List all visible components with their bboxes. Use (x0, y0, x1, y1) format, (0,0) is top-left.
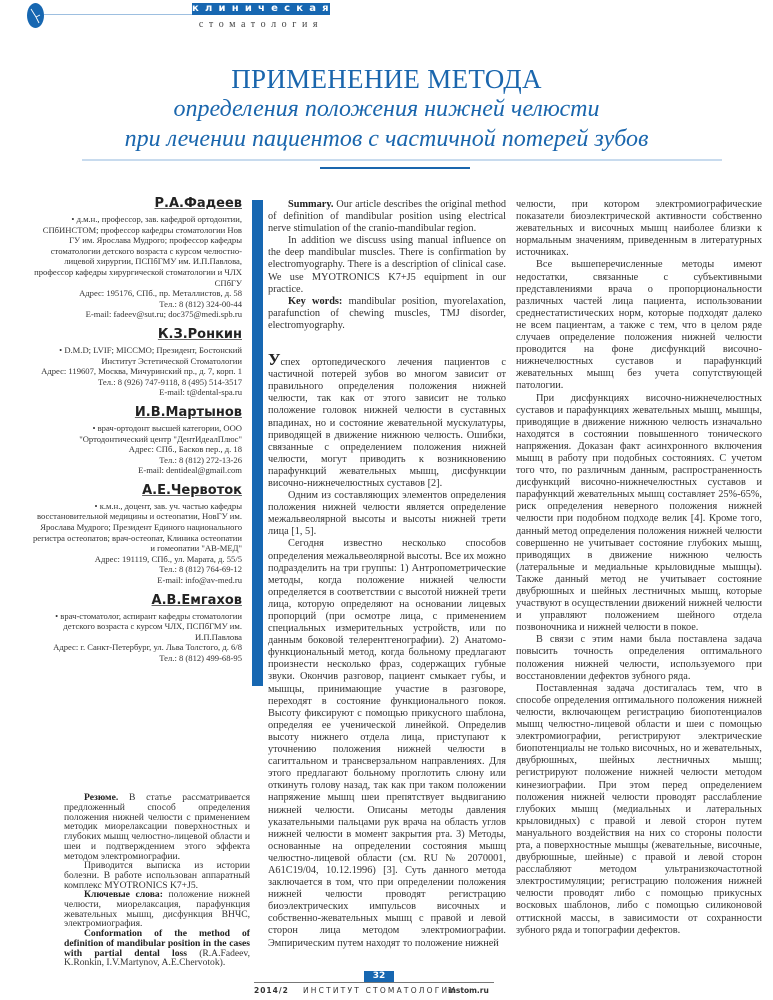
title-divider (82, 159, 722, 161)
decorative-blue-bar (252, 200, 263, 686)
body-paragraph: Сегодня известно несколько способов определения межальвеолярной высоты. Все их можно подразделить на три группы: 1) Антропометрические методы, когда положение нижней челюсти определяется в соответствии с высотой нижней трети лица, которую определяют на основании лицевых пропорций (при осмотре лица, с применением специальных измерительных устройств, или по данным боковой телерентгенографии). 2) Анатомо-функциональный метод, когда больному предлагают произнести несколько фраз, содержащих губные звуки. Окончив разговор, пациент смыкает губы, и мышцы, принимающие участие в разговоре, переходят в состояние функционального покоя. Высоту фиксируют с помощью прикусного шаблона, определяя ее ученической линейкой. Определив высоту нижнего отдела лица, приступают к уточнению положения нижней челюсти в сагиттальном и трансверзальном направлениях. Для этого предлагают больному проглотить слюну или откинуть голову назад, так как при таком положении напряжение мышц шеи препятствует выдвиганию нижней челюсти. Описаны методы давления указательными пальцами рук врача на область углов нижней челюсти в момент закрытия рта. 3) Методы, основанные на определении состояния мышц челюстно-лицевой области (см. RU № 2070001, A61C19/04, 10.12.1996) [3]. Суть данного метода заключается в том, что при определении положения нижней челюсти проводят регистрацию биоэлектрических импульсов височных и собственно-жевательных мышц с правой и левой сторон лица методом электромиографии. Эмпирическим путем находят то положение нижней (268, 538, 506, 949)
body-paragraph: Поставленная задача достигалась тем, что в способе определения оптимального положения нижней челюсти, включающем регистрацию биопотенциалов мышц челюстно-лицевой области и шеи с помощью электромиографии, регистрируют электрические биопотенциалы не только височных, но и жевательных, двубрюшных, шейных лестничных мышц; регистрируют положение нижней челюсти методом кинезиографии. При этом перед определением положения нижней челюсти проводят расслабление глубоких мышц (медиальных и латеральных крыловидных) с правой и левой сторон путем мануального воздействия на них со стороны полости рта, а поверхностные мышцы (жевательные, височные, двубрюшные, шейные) с правой и левой сторон расслабляют методом ультранизкочастотной электростимуляции; регистрацию положения нижней челюсти проводят либо с помощью прикусных восковых шаблонов, либо с помощью силиконовой оттискной массы, в зависимости от сохранности зубного ряда и топографии дефектов. (516, 682, 762, 936)
summary-paragraph: In addition we discuss using manual influence on the deep mandibular muscles. There is confirmation by electromyography. There is a description of clinical case. We use MYOTRONICS K7+J5 equipment in our practice. (268, 235, 506, 295)
article-title: ПРИМЕНЕНИЕ МЕТОДА (231, 64, 542, 94)
author-card (30, 483, 242, 586)
author-email[interactable]: E-mail: dentideal@gmail.com (138, 465, 242, 476)
author-affiliation: • к.м.н., доцент, зав. уч. частью кафедры восстановительной медицины и остеопатии, НовГУ им. Ярослава Мудрого; Президент Единого национального регистра остеопатов; врач-остеопат, Клиника остеопатии и гомеопатии "АВ-МЕД" (32, 500, 242, 554)
author-name: Р.А.Фадеев (154, 196, 242, 211)
author-name: К.З.Ронкин (157, 326, 242, 342)
middle-column (268, 199, 506, 950)
body-paragraph: спех ортопедического лечения пациентов с частичной потерей зубов во многом зависит от правильного определения положения нижней челюсти, так как от этого зависит не только положение головок нижней челюсти в суставных впадинах, но и состояние жевательной мускулатуры, приводящей в движение нижнюю челюсть. Ошибки, связанные с определением положения нижней челюсти, могут приводить к возникновению парафункций жевательных мышц, дисфункции височно-нижнечелюстных суставов [2]. (268, 357, 506, 489)
body-paragraph: В связи с этим нами была поставлена задача повысить точность определения оптимального положения нижней челюсти, используемого при восстановлении дефектов зубного ряда. (516, 634, 762, 682)
summary-keywords-label: Key words: (288, 295, 343, 307)
article-subtitle-line1: определения положения нижней челюсти (173, 96, 600, 122)
authors-block (30, 196, 242, 671)
author-email[interactable]: E-mail: fadeev@sut.ru; doc375@medi.spb.ru (85, 309, 242, 320)
author-address: Адрес: 195176, СПб., пр. Металлистов, д. 58 (79, 288, 242, 299)
resume-column (64, 793, 250, 968)
summary-label: Summary. (288, 199, 334, 210)
author-affiliation: • д.м.н., профессор, зав. кафедрой ортодонтии, СПбИНСТОМ; профессор кафедры стоматологии Нов ГУ им. Ярослава Мудрого; профессор кафедры стоматологии детского возраста с курсом челюстно-лицевой хирургии, ПСПбГМУ им. И.П.Павлова, профессор кафедры хирургической стоматологии и ЧЛХ СПбГУ (34, 214, 242, 288)
body-paragraph: Одним из составляющих элементов определения положения нижней челюсти является определение межальвеолярной высоты и высоты нижней трети лица [1, 5]. (268, 490, 506, 538)
section-subrubric: стоматология (198, 19, 324, 30)
tooth-logo-icon (27, 3, 44, 28)
author-card (30, 593, 242, 664)
author-phone: Тел.: 8 (926) 747-9118, 8 (495) 514-3517 (98, 376, 242, 387)
resume-paragraph: Приводится выписка из истории болезни. В работе использован аппаратный комплекс MYOTRONICS K7+J5. (64, 860, 250, 891)
author-phone: Тел.: 8 (812) 272-13-26 (159, 454, 242, 465)
author-affiliation: • D.M.D; LVIF; MICCMO; Президент, Бостонский Институт Эстетической Стоматологии (59, 344, 242, 366)
resume-label: Резюме. (84, 792, 119, 804)
journal-website[interactable]: instom.ru (448, 986, 489, 995)
title-accent-divider (320, 167, 470, 169)
page-number: 32 (364, 971, 394, 982)
english-title: Conformation of the method of definition of mandibular position in the cases with partial dental loss (64, 928, 250, 959)
english-authors: (R.A.Fadeev, K.Ronkin, I.V.Martynov, A.E.Chervotok). (64, 947, 250, 969)
summary-text: Our article describes the original method of definition of mandibular position using electrical nerve stimulation of the cranio-mandibular region. (268, 199, 506, 235)
author-address: Адрес: 119607, Москва, Мичуринский пр., д. 7, корп. 1 (41, 366, 242, 377)
author-address: Адрес: 191119, СПб., ул. Марата, д. 55/5 (94, 553, 242, 564)
author-affiliation: • врач-ортодонт высшей категории, ООО "Ортодонтический центр "ДентИдеалПлюс" (79, 422, 242, 444)
body-paragraph: Все вышеперечисленные методы имеют недостатки, связанные с субъективными представлениями врача о пропорциональности различных частей лица пациента, использовании среднестатистических норм, которые подходят далеко не всем пациентам, а также с тем, что в целом ряде случаев определение положения нижней челюсти проводится на фоне дисфункций височно-нижнечелюстных суставов и парафункций жевательных мышц без учета сопутствующей патологии. (516, 259, 762, 392)
drop-cap: У (268, 350, 281, 370)
author-card (30, 405, 242, 476)
author-name: А.В.Емгахов (151, 592, 242, 608)
author-email[interactable]: E-mail: t@dental-spa.ru (159, 387, 242, 398)
author-phone: Тел.: 8 (812) 764-69-12 (159, 564, 242, 575)
keywords-text: положение нижней челюсти, миорелаксация, парафункция жевательных мышц, дисфункция ВНЧС, электромиография. (64, 889, 250, 930)
author-phone: Тел.: 8 (812) 324-00-44 (159, 298, 242, 309)
issue-number: 2014/2 (254, 986, 289, 995)
author-card (30, 196, 242, 320)
author-name: А.Е.Червоток (142, 482, 242, 498)
author-email[interactable]: E-mail: info@av-med.ru (157, 575, 242, 586)
header-divider (44, 14, 194, 15)
author-name: И.В.Мартынов (134, 404, 242, 420)
body-paragraph: При дисфункциях височно-нижнечелюстных суставов и парафункциях жевательных мышц, мышцы, приводящие в движение нижнюю челюсть изначально находятся в состоянии повышенного тонического напряжения. Доказан факт асинхронного включения мышц в работу при подобных состояниях. С учетом того что, по различным данным, распространенность дисфункций височно-нижнечелюстных суставов и парафункций жевательных мышц составляет 25%-65%, риск определения неверного положения нижней челюсти при подобном подходе велик [4]. Кроме того, данный метод определения положения нижней челюсти совершенно не учитывает состояние глубоких мышц, приводящих в движение нижнюю челюсть (латеральные и медиальные крыловидные мышцы). Также данный метод не учитывает состояние двубрюшных и шейных лестничных мышц, которые участвуют в осуществлении движений нижней челюсти и управляют положением шейного отдела позвоночника и нижней челюсти в покое. (516, 392, 762, 634)
journal-name: ИНСТИТУТ СТОМАТОЛОГИИ (303, 986, 458, 995)
author-card (30, 327, 242, 398)
author-address: Адрес: СПб., Басков пер., д. 18 (128, 444, 242, 455)
author-affiliation: • врач-стоматолог, аспирант кафедры стоматологии детского возраста с курсом ЧЛХ, ПСПбГМУ им. И.П.Павлова (55, 610, 242, 642)
keywords-label: Ключевые слова: (84, 889, 163, 901)
author-address: Адрес: г. Санкт-Петербург, ул. Льва Толстого, д. 6/8 (53, 642, 242, 653)
resume-text: В статье рассматривается предложенный способ определения положения нижней челюсти с применением методик миорелаксации поверхностных и глубоких мышц челюстно-лицевой области и шеи и подтверждением этого эффекта методом электромиографии. (64, 792, 250, 862)
right-column (516, 199, 762, 937)
article-subtitle-line2: при лечении пациентов с частичной потерей зубов (124, 126, 649, 152)
body-paragraph: челюсти, при котором электромиографические показатели биоэлектрической активности собственно жевательных и височных мышц наиболее близки к нормальным значениям, приведенным в литературных источниках. (516, 199, 762, 259)
summary-keywords: mandibular position, myorelaxation, parafunction of chewing muscles, TMJ disorder, electromyography. (268, 295, 506, 331)
footer-divider (254, 982, 494, 983)
author-phone: Тел.: 8 (812) 499-68-95 (159, 653, 242, 663)
section-rubric: клиническая (192, 3, 335, 14)
